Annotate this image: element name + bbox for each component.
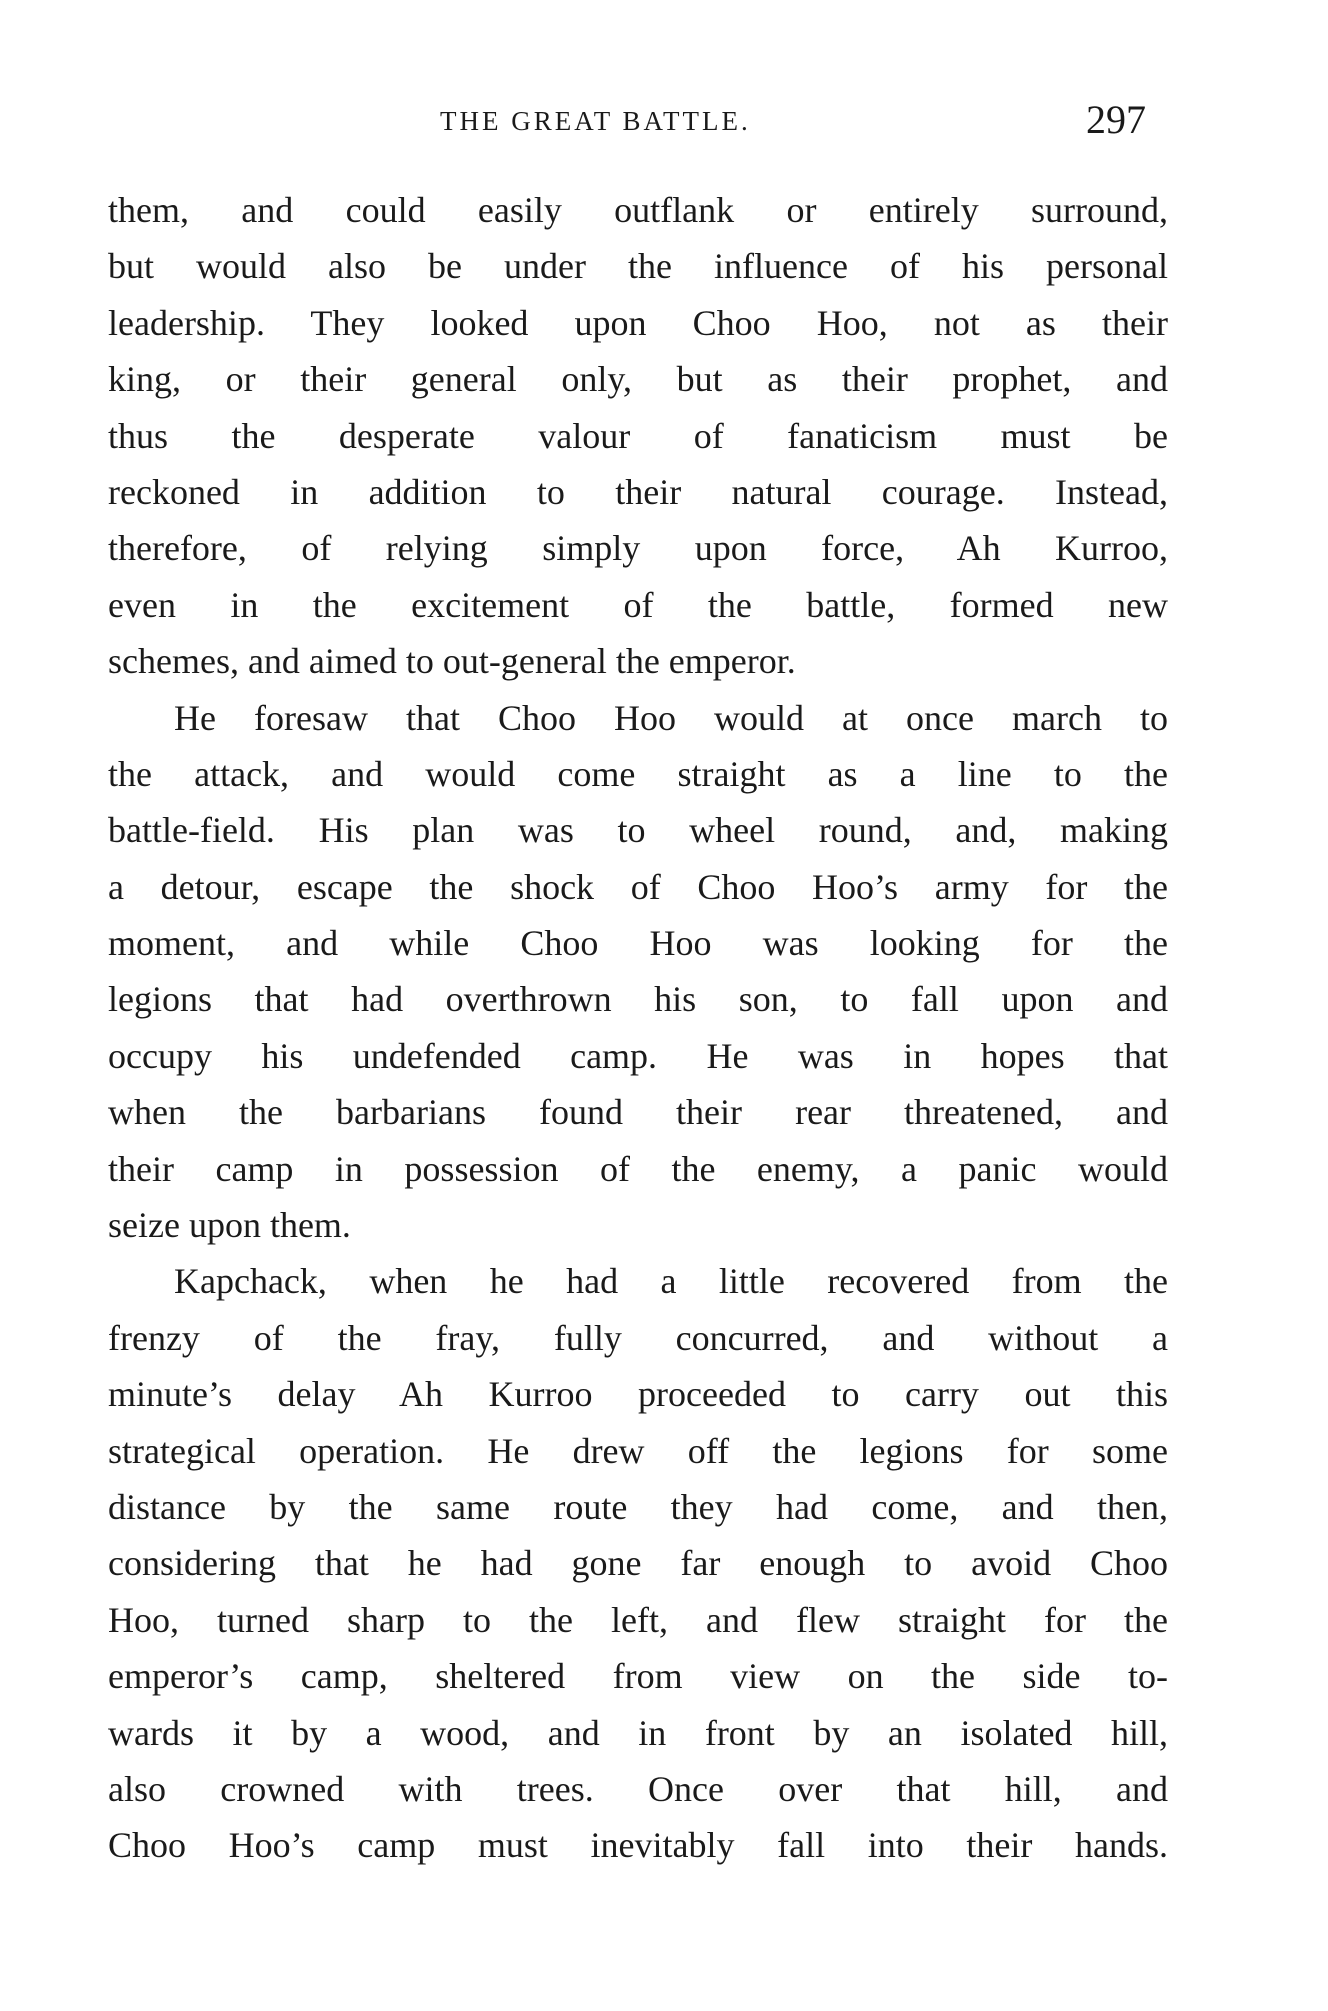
paragraph-1	[108, 182, 1168, 690]
text-line: He foresaw that Choo Hoo would at once march to	[174, 697, 1168, 738]
text-line: strategical operation. He drew off the legions for some	[108, 1430, 1168, 1471]
text-line: thus the desperate valour of fanaticism must be	[108, 415, 1168, 456]
text-line: their camp in possession of the enemy, a panic would	[108, 1148, 1168, 1189]
text-line: occupy his undefended camp. He was in hopes that	[108, 1035, 1168, 1076]
text-line: them, and could easily outflank or entirely surround,	[108, 190, 1168, 230]
text-line: seize upon them.	[108, 1205, 351, 1246]
text-line: Choo Hoo’s camp must inevitably fall into their hands.	[108, 1825, 1168, 1866]
text-line: but would also be under the influence of his personal	[108, 246, 1168, 287]
text-line: even in the excitement of the battle, formed new	[108, 584, 1168, 625]
text-line: battle-field. His plan was to wheel round, and, making	[108, 810, 1168, 851]
text-line: the attack, and would come straight as a line to the	[108, 753, 1168, 794]
text-line: schemes, and aimed to out-general the emperor.	[108, 641, 796, 682]
text-line: a detour, escape the shock of Choo Hoo’s army for the	[108, 866, 1168, 907]
text-line: when the barbarians found their rear threatened, and	[108, 1092, 1168, 1133]
text-line: Kapchack, when he had a little recovered from the	[174, 1261, 1168, 1302]
paragraph-3	[108, 1253, 1168, 1873]
text-line: distance by the same route they had come, and then,	[108, 1486, 1168, 1527]
running-title: THE GREAT BATTLE.	[440, 106, 751, 136]
text-line: minute’s delay Ah Kurroo proceeded to carry out this	[108, 1374, 1168, 1415]
text-line: wards it by a wood, and in front by an isolated hill,	[108, 1712, 1168, 1753]
text-line: king, or their general only, but as their prophet, and	[108, 359, 1168, 400]
text-line: frenzy of the fray, fully concurred, and without a	[108, 1317, 1168, 1358]
text-line: Hoo, turned sharp to the left, and flew straight for the	[108, 1599, 1168, 1640]
text-line: emperor’s camp, sheltered from view on the side to-	[108, 1656, 1168, 1697]
text-line: moment, and while Choo Hoo was looking for the	[108, 923, 1168, 964]
text-line: also crowned with trees. Once over that hill, and	[108, 1768, 1168, 1809]
body-text	[108, 182, 1168, 1874]
text-line: leadership. They looked upon Choo Hoo, not as their	[108, 302, 1168, 343]
text-line: considering that he had gone far enough to avoid Choo	[108, 1543, 1168, 1584]
text-line: reckoned in addition to their natural courage. Instead,	[108, 471, 1168, 512]
paragraph-2	[108, 690, 1168, 1254]
page-number: 297	[1086, 97, 1146, 142]
text-line: legions that had overthrown his son, to fall upon and	[108, 979, 1168, 1020]
text-line: therefore, of relying simply upon force, Ah Kurroo,	[108, 528, 1168, 569]
